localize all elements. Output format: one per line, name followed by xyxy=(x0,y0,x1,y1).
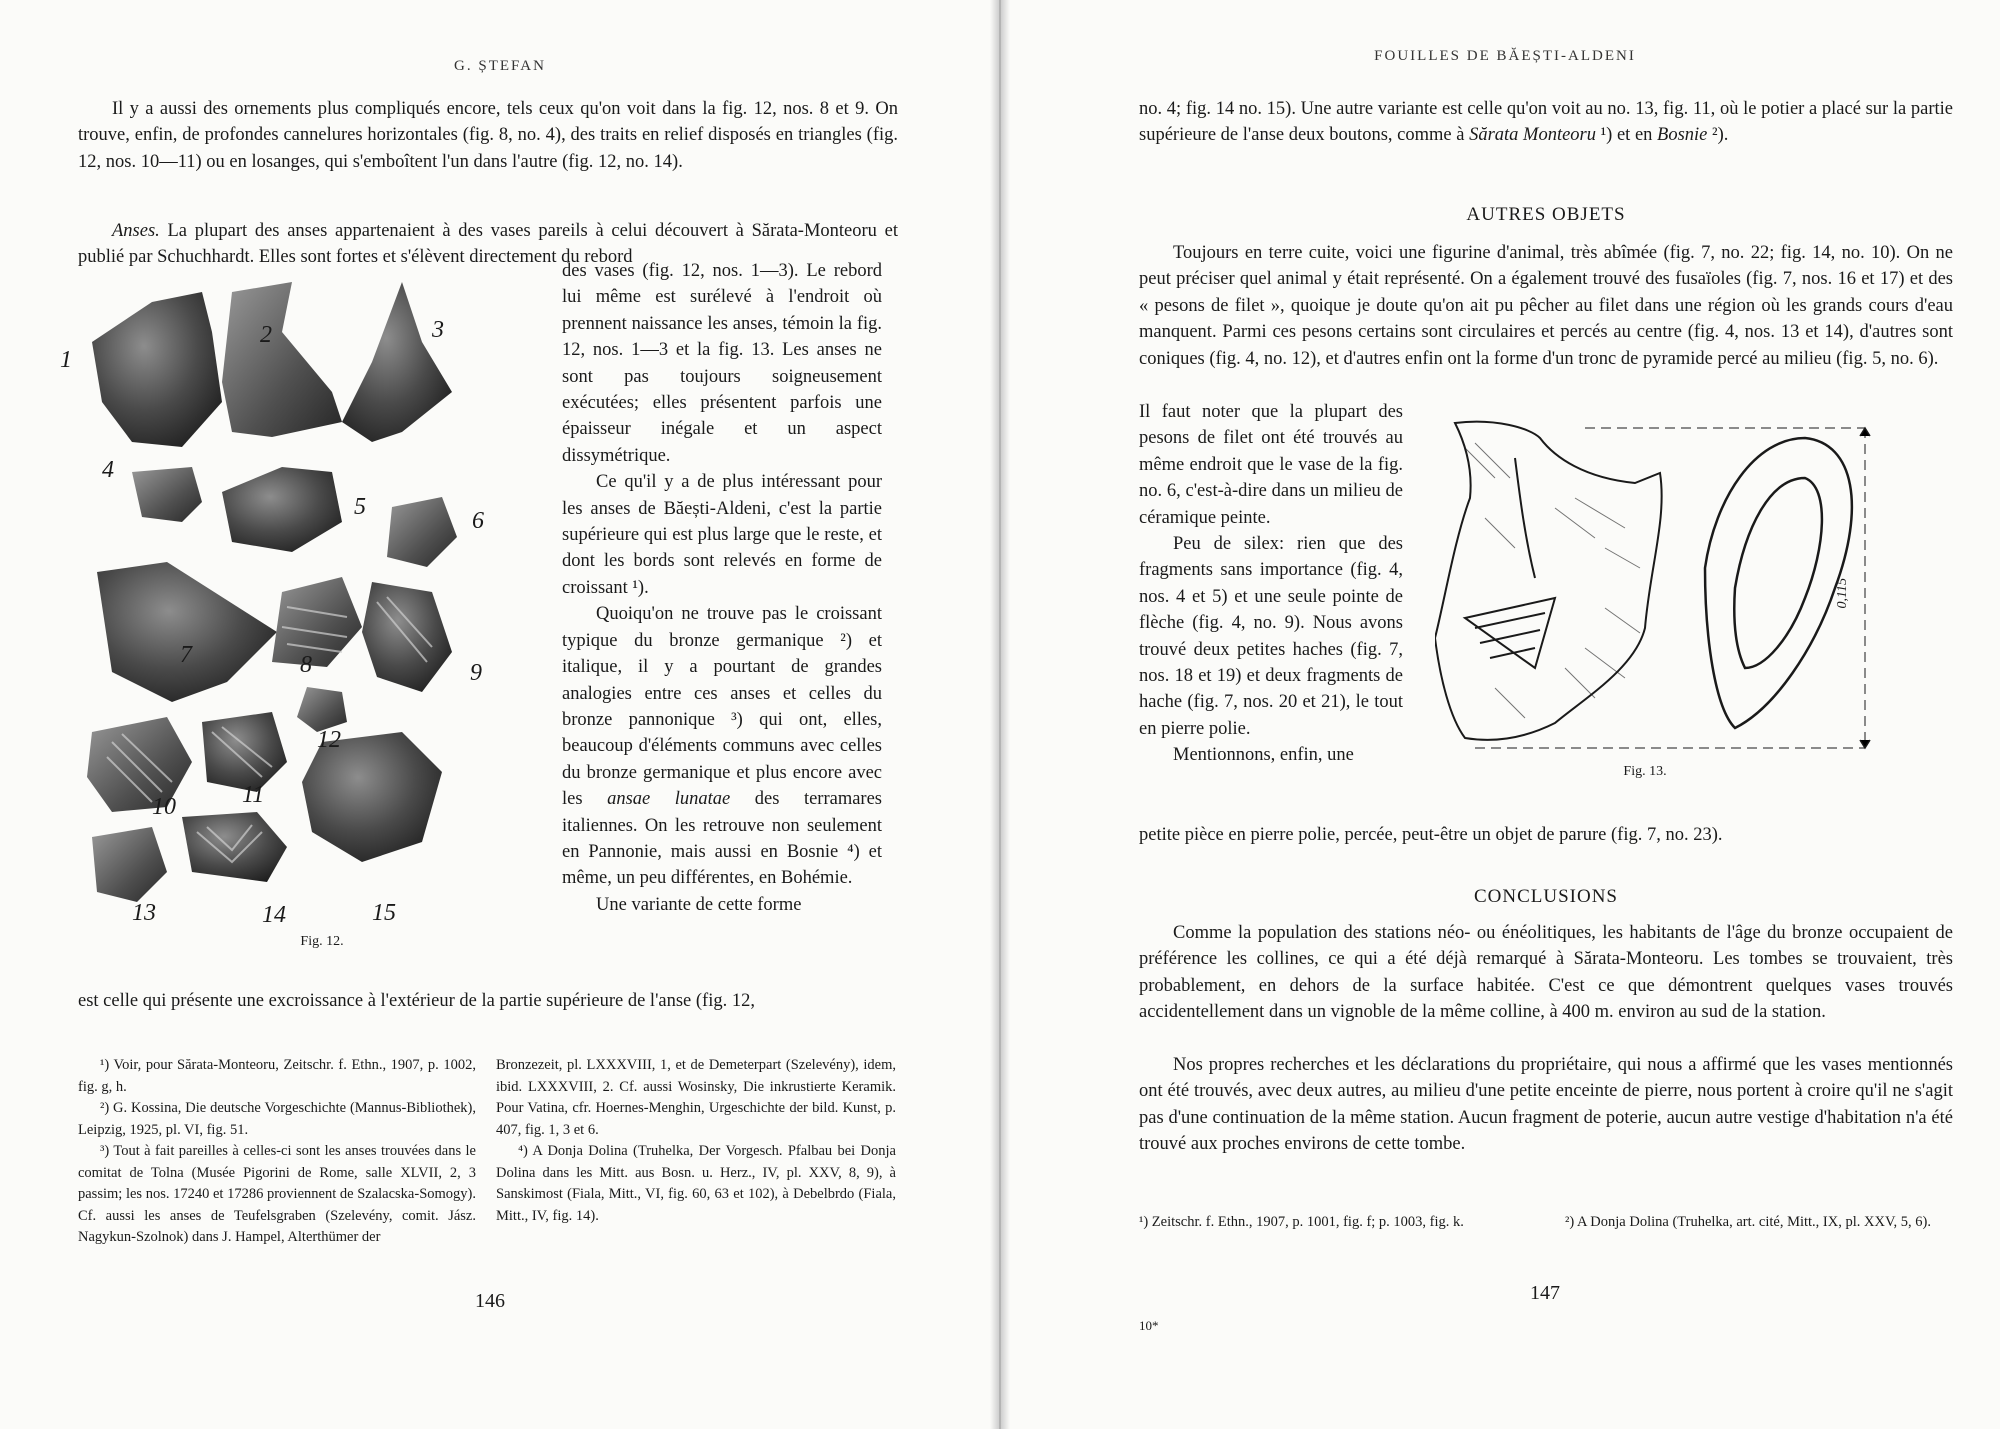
analogies-text: Quoiqu'on ne trouve pas le croissant typique du bronze germanique ²) et italique, il y a pourtant de grandes analogies entre ces anses et celles du bronze pannonique ³) qui ont, elles, beaucoup d'éléments communs avec celles du bronze germanique et plus encore avec les xyxy=(562,604,882,810)
footnotes-left-col2 xyxy=(496,1055,896,1227)
running-head-right: FOUILLES DE BĂEȘTI-ALDENI xyxy=(1374,48,1636,64)
fig12-number: 12 xyxy=(317,727,341,753)
paragraph-conclusions-1: Comme la population des stations néo- ou énéolitiques, les habitants de l'âge du bronze occupaient de préférence les collines, ce qui a été déjà remarqué à Sărata-Monteoru. Les tombes se trouvaient, très probablement, en dehors de la surface habitée. C'est ce que démontrent quelques vases trouvés accidentellement dans un vignoble de la même colline, à 400 m. environ au sud de la station. xyxy=(1139,923,1953,1023)
fig12-number: 15 xyxy=(372,900,396,926)
paragraph-pesons: Il faut noter que la plupart des pesons de filet ont été trouvés au même endroit que le vase de la fig. no. 6, c'est-à-dire dans un milieu de céramique peinte. xyxy=(1139,402,1403,528)
paragraph-ornements: Il y a aussi des ornements plus compliqués encore, tels ceux qu'on voit dans la fig. 12, nos. 8 et 9. On trouve, enfin, de profondes cannelures horizontales (fig. 8, no. 4), des traits en relief disposés en triangles (fig. 12, nos. 10—11) ou en losanges, qui s'emboîtent l'un dans l'autre (fig. 12, no. 14). xyxy=(78,99,898,172)
fig12-number: 6 xyxy=(472,508,484,534)
footnote: ⁴) A Donja Dolina (Truhelka, Der Vorgesch. Pfalbau bei Donja Dolina dans les Mitt. aus Bosn. u. Herz., IV, pl. XXV, 8, 9), à Sanskimost (Fiala, Mitt., VI, fig. 60, 63 et 102), à Debelbrdo (Fiala, Mitt., IV, fig. 14). xyxy=(496,1143,896,1224)
right-page xyxy=(1005,0,2000,1429)
sarata-monteoru: Sărata Monteoru xyxy=(1469,125,1597,146)
paragraph-analogies xyxy=(562,601,882,891)
figure-13-drawing xyxy=(1435,418,1955,758)
figure-13-dimension: 0,115 xyxy=(1835,578,1850,609)
paragraph-variante-end xyxy=(1139,96,1953,149)
page-number-right: 147 xyxy=(1530,1282,1560,1304)
running-head-left: G. ȘTEFAN xyxy=(454,58,546,74)
bosnie: Bosnie xyxy=(1657,125,1708,146)
footnotes-left-col1 xyxy=(78,1055,476,1249)
footnote: ¹) Zeitschr. f. Ethn., 1907, p. 1001, fig. f; p. 1003, fig. k. xyxy=(1139,1214,1464,1230)
fig12-number: 3 xyxy=(432,317,444,343)
variante-text-c: ²). xyxy=(1712,125,1729,146)
paragraph-variante-start: Une variante de cette forme xyxy=(596,894,802,915)
left-page xyxy=(0,0,995,1429)
analogies-end: des terramares italiennes. On les retrouve non seulement en Pannonie, mais aussi en Bosnie ⁴) et même, un peu différentes, en Bohémie. xyxy=(562,789,882,889)
section-title-autres-objets: AUTRES OBJETS xyxy=(1466,204,1626,225)
paragraph-conclusions-2: Nos propres recherches et les déclarations du propriétaire, qui nous a affirmé que les vases mentionnés ont été trouvés, avec deux autres, au milieu d'une petite enceinte de pierre, nous portent à croire qu'il ne s'agit pas d'une continuation de la même station. Aucun fragment de poterie, aucun autre vestige d'habitation n'a été trouvé aux proches environs de cette tombe. xyxy=(1139,1055,1953,1155)
fig12-number: 14 xyxy=(262,902,286,928)
footnote: Bronzezeit, pl. LXXXVIII, 1, et de Demeterpart (Szelevény), idem, ibid. LXXXVIII, 2. Cf. aussi Wosinsky, Die inkrustierte Keramik. Pour Vatina, cfr. Hoernes-Menghin, Urgeschichte der bild. Kunst, p. 407, fig. 1, 3 et 6. xyxy=(496,1057,896,1138)
anses-text: La plupart des anses appartenaient à des vases pareils à celui découvert à Sărata-Monteoru et publié par Schuchhardt. Elles sont fortes et s'élèvent directement du rebord xyxy=(78,221,898,268)
paragraph-autres-objets: Toujours en terre cuite, voici une figurine d'animal, très abîmée (fig. 7, no. 22; fig. 14, no. 10). On ne peut préciser quel animal y était représenté. On a également trouvé des fusaïoles (fig. 7, nos. 16 et 17) et des « pesons de filet », quoique je doute qu'on ait pu pêcher au filet dans une région où les grands cours d'eau manquent. Parmi ces pesons certains sont circulaires et percés au centre (fig. 4, nos. 13 et 14), d'autres sont coniques (fig. 4, no. 12), et d'autres enfin ont la forme d'un tronc de pyramide percé au milieu (fig. 5, no. 6). xyxy=(1139,243,1953,369)
ansae-lunatae: ansae lunatae xyxy=(607,789,731,810)
fig12-number: 10 xyxy=(152,794,176,820)
vessel-fragment-outline xyxy=(1435,422,1662,740)
fig12-number: 4 xyxy=(102,457,114,483)
variante-text-b: ¹) et en xyxy=(1600,125,1653,146)
anses-label: Anses. xyxy=(112,221,160,241)
fig12-number: 7 xyxy=(180,642,192,668)
variante-text: no. 4; fig. 14 no. 15). Une autre variante est celle qu'on voit au no. 13, fig. 11, où le potier a placé sur la partie supérieure de l'anse deux boutons, comme à xyxy=(1139,99,1953,146)
page-number-left: 146 xyxy=(475,1290,505,1312)
paragraph-mention-continued: petite pièce en pierre polie, percée, peut-être un objet de parure (fig. 7, no. 23). xyxy=(1139,825,1723,845)
section-title-conclusions: CONCLUSIONS xyxy=(1473,886,1619,907)
fig12-number: 9 xyxy=(470,660,482,686)
handle-outline xyxy=(1705,438,1852,728)
footnote: ¹) Voir, pour Sărata-Monteoru, Zeitschr. f. Ethn., 1907, p. 1002, fig. g, h. xyxy=(78,1057,476,1095)
paragraph-silex: Peu de silex: rien que des fragments sans importance (fig. 4, nos. 4 et 5) et une seule pointe de flèche (fig. 4, no. 9). Nous avons trouvé deux petites haches (fig. 7, nos. 18 et 19) et deux fragments de hache (fig. 7, nos. 20 et 21), le tout en pierre polie. xyxy=(1139,534,1403,739)
figure-13-caption: Fig. 13. xyxy=(1623,764,1667,779)
fig12-number: 13 xyxy=(132,900,156,926)
fig12-number: 8 xyxy=(300,652,312,678)
fig12-number: 2 xyxy=(260,322,272,348)
figure-12-numbers xyxy=(60,272,552,932)
paragraph-croissant: Ce qu'il y a de plus intéressant pour les anses de Băești-Aldeni, c'est la partie supérieure qui est plus large que le reste, et dont les bords sont relevés en forme de croissant ¹). xyxy=(562,472,882,598)
right-side-column xyxy=(1139,399,1403,769)
fig12-number: 11 xyxy=(242,782,265,808)
figure-13 xyxy=(1435,418,1955,788)
figure-12-caption: Fig. 12. xyxy=(300,934,344,949)
left-side-column xyxy=(562,258,882,918)
fig12-number: 1 xyxy=(60,347,72,373)
figure-12 xyxy=(60,272,552,952)
fig12-number: 5 xyxy=(354,494,366,520)
handle-hole xyxy=(1734,478,1822,668)
footnote: ²) A Donja Dolina (Truhelka, art. cité, Mitt., IX, pl. XXV, 5, 6). xyxy=(1565,1214,1932,1230)
paragraph-variante-continued: est celle qui présente une excroissance à l'extérieur de la partie supérieure de l'anse (fig. 12, xyxy=(78,991,755,1011)
paragraph-anses-continued: des vases (fig. 12, nos. 1—3). Le rebord lui même est surélevé à l'endroit où prennent naissance les anses, témoin la fig. 12, nos. 1—3 et la fig. 13. Les anses ne sont pas toujours soigneusement exécutées; elles présentent parfois une épaisseur inégale et un aspect dissymétrique. xyxy=(562,261,882,466)
signature-mark: 10* xyxy=(1139,1318,1159,1333)
footnote: ³) Tout à fait pareilles à celles-ci sont les anses trouvées dans le comitat de Tolna (Musée Pigorini de Rome, salle XLVII, 2, 3 passim; les nos. 17240 et 17286 proviennent de Szalacska-Somogy). Cf. aussi les anses de Teufelsgraben (Szelevény, comit. Jász. Nagykun-Szolnok) dans J. Hampel, Alterthümer der xyxy=(78,1143,476,1245)
paragraph-mention-start: Mentionnons, enfin, une xyxy=(1173,745,1354,766)
footnote: ²) G. Kossina, Die deutsche Vorgeschichte (Mannus-Bibliothek), Leipzig, 1925, pl. VI, fig. 51. xyxy=(78,1100,476,1138)
